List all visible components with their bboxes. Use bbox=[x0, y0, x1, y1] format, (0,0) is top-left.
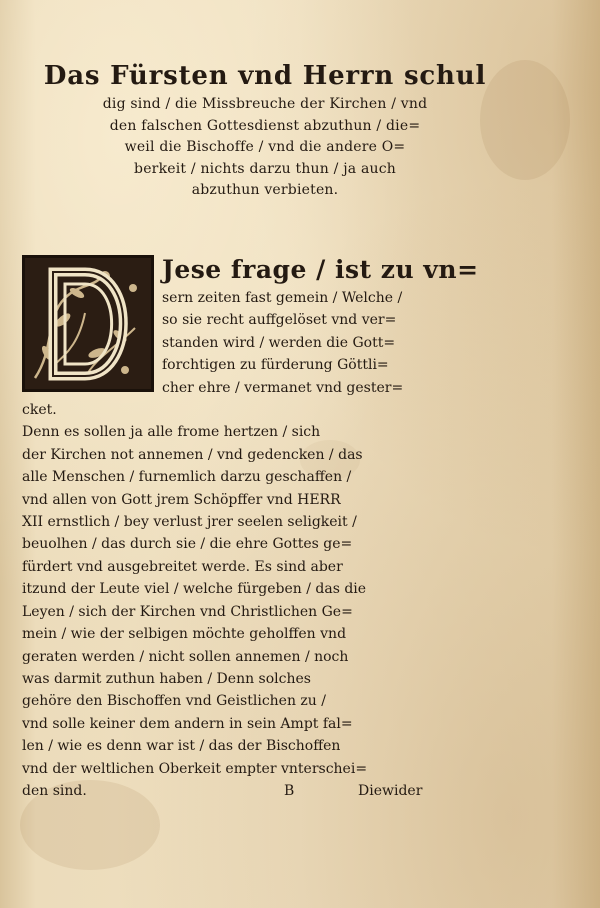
body-line: vnd allen von Gott jrem Schöpffer vnd HERR bbox=[22, 491, 341, 508]
body-line: was darmit zuthun haben / Denn solches bbox=[22, 670, 311, 687]
body-line: der Kirchen not annemen / vnd gedencken / das bbox=[22, 446, 363, 463]
signature-mark: B bbox=[284, 782, 295, 799]
body-line: standen wird / werden die Gott= bbox=[162, 334, 396, 351]
last-body-line: den sind. bbox=[22, 782, 87, 799]
heading-line: weil die Bischoffe / vnd die andere O= bbox=[124, 139, 406, 155]
heading-first-line: Das Fürsten vnd Herrn schul bbox=[43, 61, 487, 91]
catchword: Diewider bbox=[358, 782, 423, 799]
heading-line: berkeit / nichts darzu thun / ja auch bbox=[134, 160, 396, 177]
body-line: mein / wie der selbigen möchte geholffen vnd bbox=[22, 626, 347, 643]
body-line: len / wie es denn war ist / das der Bischoffen bbox=[22, 738, 341, 755]
body-line: gehöre den Bischoffen vnd Geistlichen zu / bbox=[22, 693, 326, 710]
body-line: so sie recht auffgelöset vnd ver= bbox=[162, 312, 397, 329]
body-line: XII ernstlich / bey verlust jrer seelen seligkeit / bbox=[22, 514, 357, 531]
chapter-heading bbox=[30, 58, 500, 202]
body-line: Denn es sollen ja alle frome hertzen / sich bbox=[22, 424, 321, 441]
heading-line: den falschen Gottesdienst abzuthun / die= bbox=[109, 117, 421, 134]
page-footer-row bbox=[22, 780, 472, 802]
heading-line: abzuthun verbieten. bbox=[191, 182, 339, 198]
body-line: fürdert vnd ausgebreitet werde. Es sind aber bbox=[22, 558, 343, 575]
heading-line: dig sind / die Missbreuche der Kirchen / vnd bbox=[102, 96, 428, 112]
opening-line: Jese frage / ist zu vn= bbox=[162, 255, 479, 284]
body-line: alle Menschen / furnemlich darzu geschaffen / bbox=[22, 469, 352, 486]
body-line: forchtigen zu fürderung Göttli= bbox=[162, 357, 389, 374]
body-line: cher ehre / vermanet vnd gester= bbox=[162, 379, 404, 396]
body-line: sern zeiten fast gemein / Welche / bbox=[162, 290, 403, 306]
body-line: cket. bbox=[22, 402, 57, 419]
body-line: vnd solle keiner dem andern in sein Ampt fal= bbox=[22, 715, 353, 732]
body-line: geraten werden / nicht sollen annemen / noch bbox=[22, 648, 349, 665]
body-text bbox=[22, 253, 479, 802]
body-line: beuolhen / das durch sie / die ehre Gottes ge= bbox=[22, 536, 353, 553]
body-line: Leyen / sich der Kirchen vnd Christlichen Ge= bbox=[22, 603, 353, 620]
body-line: itzund der Leute viel / welche fürgeben / das die bbox=[22, 581, 367, 598]
body-line: vnd der weltlichen Oberkeit empter vnterschei= bbox=[22, 760, 368, 777]
